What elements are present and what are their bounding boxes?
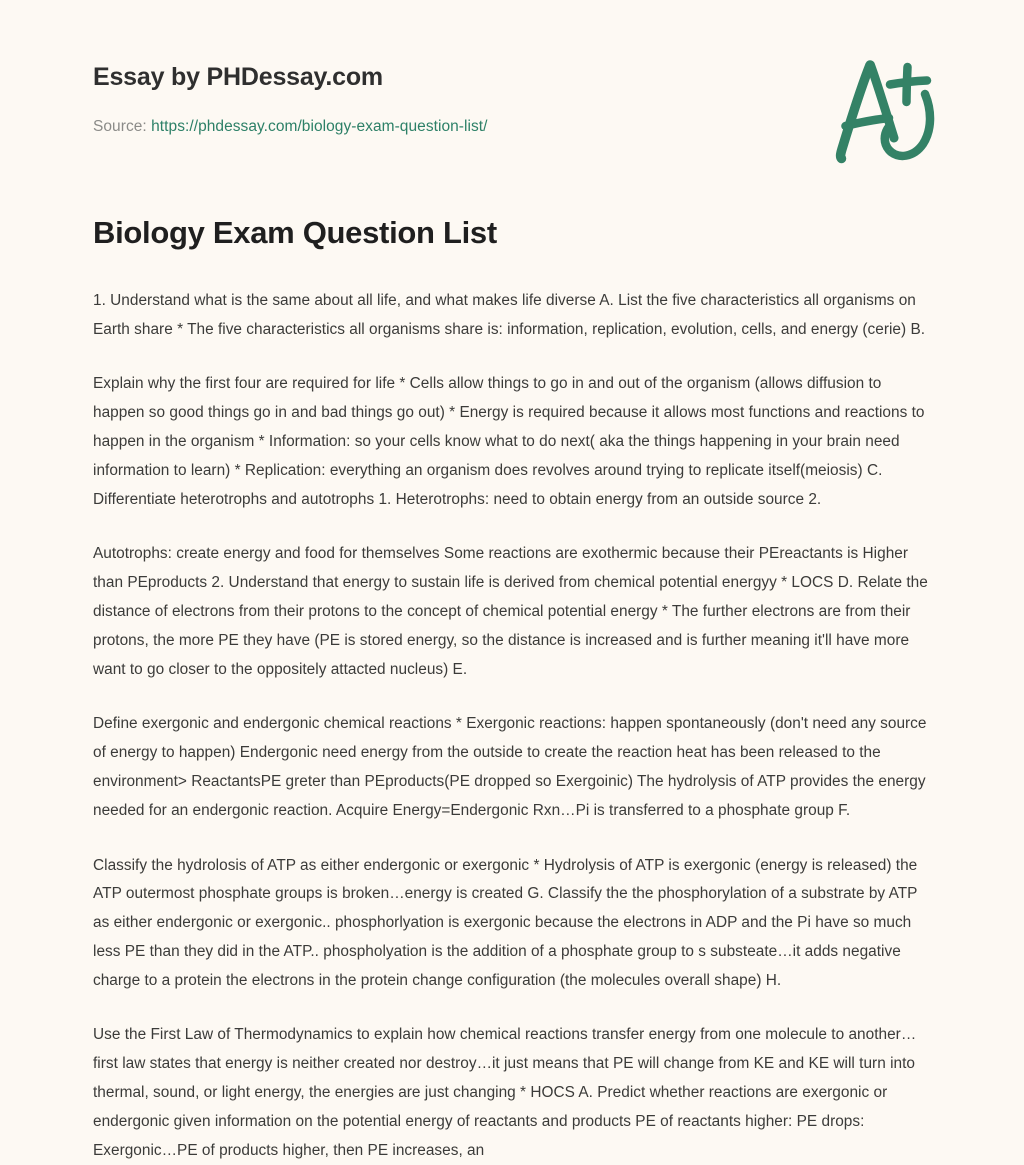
source-line <box>93 117 944 137</box>
essay-paragraph: Classify the hydrolosis of ATP as either endergonic or exergonic * Hydrolysis of ATP is exergonic (energy is released) the ATP outermost phosphate groups is broken…energy is created G. Classify the the phosphorylation of a substrate by ATP as either endergonic or exergonic.. phosphorlyation is exergonic because the electrons in ADP and the Pi have so much less PE than they did in the ATP.. phospholyation is the addition of a phosphate group to s substeate…it adds negative charge to a protein the electrons in the protein change configuration (the molecules overall shape) H. <box>93 856 918 989</box>
a-plus-logo-glyph <box>826 54 946 169</box>
source-url-link[interactable]: https://phdessay.com/biology-exam-question-list/ <box>151 118 488 135</box>
article-body <box>0 214 1024 1165</box>
essay-paragraph: Define exergonic and endergonic chemical reactions * Exergonic reactions: happen spontaneously (don't need any source of energy to happen) Endergonic need energy from the outside to create the reaction heat has been released to the environment> ReactantsPE greter than PEproducts(PE dropped so Exergoinic) The hydrolysis of ATP provides the energy needed for an endergonic reaction. Acquire Energy=Endergonic Rxn…Pi is transferred to a phosphate group F. <box>93 715 927 819</box>
essay-paragraph: Use the First Law of Thermodynamics to explain how chemical reactions transfer energy from one molecule to another…first law states that energy is neither created nor destroy…it just means that PE will change from KE and KE will turn into thermal, sound, or light energy, the energies are just changing * HOCS A. Predict whether reactions are exergonic or endergonic given information on the potential energy of reactants and products PE of reactants higher: PE drops: Exergonic…PE of products higher, then PE increases, an <box>93 1026 917 1159</box>
document-header <box>0 0 1024 190</box>
essay-paragraph: Autotrophs: create energy and food for themselves Some reactions are exothermic because their PEreactants is Higher than PEproducts 2. Understand that energy to sustain life is derived from chemical potential energyy * LOCS D. Relate the distance of electrons from their protons to the concept of chemical potential energy * The further electrons are from their protons, the more PE they have (PE is stored energy, so the distance is increased and is further meaning it'll have more want to go closer to the oppositely attacted nucleus) E. <box>93 545 928 678</box>
essay-text-container <box>93 287 930 1165</box>
essay-paragraph: Explain why the first four are required for life * Cells allow things to go in and out of the organism (allows diffusion to happen so good things go in and bad things go out) * Energy is required because it allows most functions and reactions to happen in the organism * Information: so your cells know what to do next( aka the things happening in your brain need information to learn) * Replication: everything an organism does revolves around trying to replicate itself(meiosis) C. Differentiate heterotrophs and autotrophs 1. Heterotrophs: need to obtain energy from an outside source 2. <box>93 375 925 508</box>
brand-title: Essay by PHDessay.com <box>93 63 383 91</box>
source-label: Source: <box>93 118 147 135</box>
page-title: Biology Exam Question List <box>93 215 497 250</box>
essay-paragraph: 1. Understand what is the same about all life, and what makes life diverse A. List the five characteristics all organisms on Earth share * The five characteristics all organisms share is: information, replication, evolution, cells, and energy (cerie) B. <box>93 291 926 338</box>
a-plus-logo-icon <box>826 54 946 169</box>
